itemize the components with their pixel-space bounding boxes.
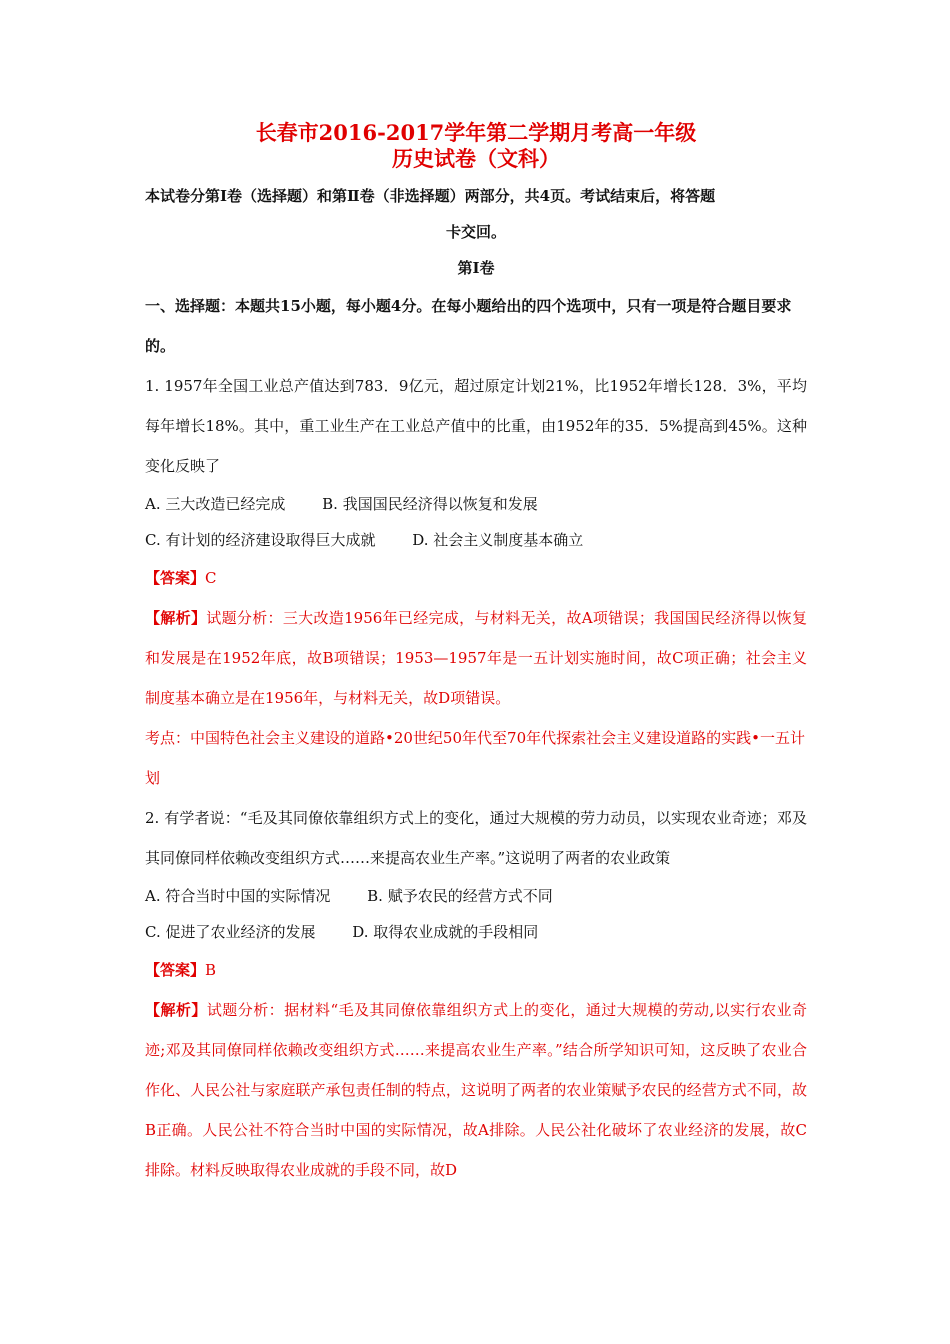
document-page <box>145 120 807 1190</box>
question-1-kaodian: 考点：中国特色社会主义建设的道路•20世纪50年代至70年代探索社会主义建设道路的实践•一五计划 <box>145 729 805 787</box>
question-2-option-b: B. 赋予农民的经营方式不同 <box>367 887 553 905</box>
question-2-analysis <box>145 990 807 1190</box>
question-1-option-c: C. 有计划的经济建设取得巨大成就 <box>145 531 376 549</box>
answer-label: 【答案】 <box>145 961 206 979</box>
question-1-option-d: D. 社会主义制度基本确立 <box>412 531 584 549</box>
exam-subtitle: 历史试卷（文科） <box>392 146 560 171</box>
question-2-option-d: D. 取得农业成就的手段相同 <box>352 923 539 941</box>
intro-line1: 本试卷分第Ⅰ卷（选择题）和第Ⅱ卷（非选择题）两部分，共4页。考试结束后，将答题 <box>145 187 716 205</box>
question-2-answer <box>145 950 807 990</box>
analysis-label: 【解析】 <box>145 1001 207 1019</box>
question-1-stem: 1. 1957年全国工业总产值达到783．9亿元，超过原定计划21%，比1952年增长128．3%，平均每年增长18%。其中，重工业生产在工业总产值中的比重，由1952年的35．5%提高到45%。这种变化反映了 <box>145 377 807 475</box>
question-2-option-a: A. 符合当时中国的实际情况 <box>145 887 331 905</box>
exam-intro <box>145 178 807 250</box>
question-2-options-row1 <box>145 878 807 914</box>
exam-title: 长春市2016-2017学年第二学期月考高一年级 <box>255 120 697 145</box>
question-1-analysis <box>145 598 807 718</box>
section-title: 第Ⅰ卷 <box>457 259 495 277</box>
question-1-option-b: B. 我国国民经济得以恢复和发展 <box>322 495 538 513</box>
answer-value: C <box>205 569 217 587</box>
question-1-options-row2 <box>145 522 807 558</box>
question-2-option-c: C. 促进了农业经济的发展 <box>145 923 316 941</box>
intro-line2: 卡交回。 <box>445 223 506 241</box>
question-1-option-a: A. 三大改造已经完成 <box>145 495 286 513</box>
question-1-options-row1 <box>145 486 807 522</box>
analysis-text: 试题分析：三大改造1956年已经完成，与材料无关，故A项错误；我国国民经济得以恢复和发展是在1952年底，故B项错误；1953—1957年是一五计划实施时间，故C项正确；社会主义制度基本确立是在1956年，与材料无关，故D项错误。 <box>145 609 807 707</box>
analysis-text: 试题分析：据材料“毛及其同僚依靠组织方式上的变化，通过大规模的劳动,以实行农业奇迹;邓及其同僚同样依赖改变组织方式……来提高农业生产率。”结合所学知识可知，这反映了农业合作化、人民公社与家庭联产承包责任制的特点，这说明了两者的农业策赋予农民的经营方式不同，故B正确。人民公社不符合当时中国的实际情况，故A排除。人民公社化破坏了农业经济的发展，故C排除。材料反映取得农业成就的手段不同，故D <box>145 1001 807 1179</box>
question-2-stem: 2. 有学者说：“毛及其同僚依靠组织方式上的变化，通过大规模的劳力动员，以实现农业奇迹；邓及其同僚同样依赖改变组织方式……来提高农业生产率。”这说明了两者的农业政策 <box>145 809 807 867</box>
analysis-label: 【解析】 <box>145 609 207 627</box>
answer-value: B <box>205 961 217 979</box>
section-instructions: 一、选择题：本题共15小题，每小题4分。在每小题给出的四个选项中，只有一项是符合题目要求的。 <box>145 297 792 355</box>
answer-label: 【答案】 <box>145 569 206 587</box>
question-2-options-row2 <box>145 914 807 950</box>
question-1-answer <box>145 558 807 598</box>
